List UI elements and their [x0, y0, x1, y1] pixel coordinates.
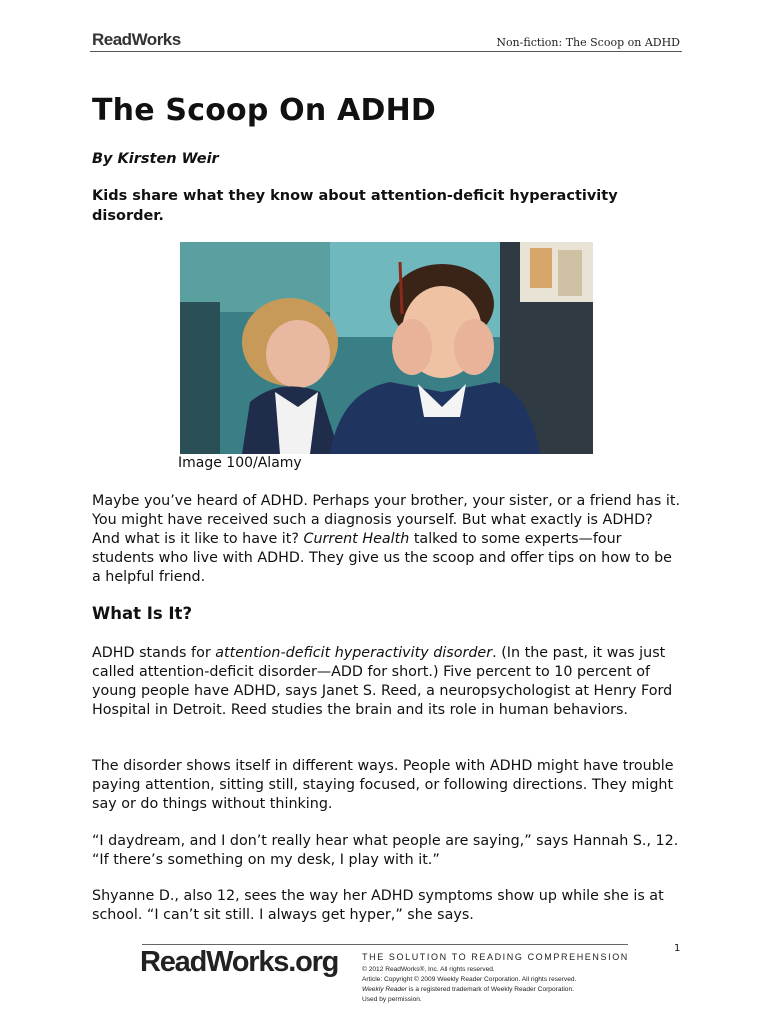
document-reference: Non-fiction: The Scoop on ADHD: [496, 36, 680, 49]
term-italic: attention-deficit hyperactivity disorder: [215, 645, 493, 661]
footer-copyright-readworks: © 2012 ReadWorks®, Inc. All rights reserved.: [362, 966, 495, 973]
publication-name: Current Health: [303, 531, 410, 547]
section-heading: What Is It?: [92, 604, 193, 623]
paragraph-definition: ADHD stands for attention-deficit hyperactivity disorder. (In the past, it was just called attention-deficit disorder—ADD for short.) Five percent to 10 percent of young people have ADHD, says Janet S. Reed, a neuropsychologist at Henry Ford Hospital in Detroit. Reed studies the brain and its role in human behaviors.: [92, 645, 673, 718]
paragraph-symptoms: The disorder shows itself in different ways. People with ADHD might have trouble paying attention, sitting still, staying focused, or following directions. They might say or do things without thinking.: [92, 758, 674, 812]
paragraph-intro: Maybe you’ve heard of ADHD. Perhaps your brother, your sister, or a friend has it. You might have received such a diagnosis yourself. But what exactly is ADHD? And what is it like to have it? Current Health talked to some experts—four students who live with ADHD. They give us the scoop and offer tips on how to be a helpful friend.: [92, 493, 681, 585]
footer-permission: Used by permission.: [362, 996, 422, 1003]
header-divider: [90, 51, 682, 52]
article-dek: Kids share what they know about attention-deficit hyperactivity disorder.: [92, 188, 618, 224]
footer-trademark: Weekly Reader is a registered trademark of Weekly Reader Corporation.: [362, 986, 574, 993]
photo-caption: Image 100/Alamy: [178, 455, 302, 471]
page-number: 1: [674, 943, 681, 954]
footer-tagline: THE SOLUTION TO READING COMPREHENSION: [362, 952, 629, 962]
article-byline: By Kirsten Weir: [92, 151, 219, 167]
article-photo: [180, 242, 593, 454]
header-logo: ReadWorks: [92, 30, 181, 49]
article-title: The Scoop On ADHD: [92, 93, 436, 128]
paragraph-quote-hannah: “I daydream, and I don’t really hear what people are saying,” says Hannah S., 12. “If there’s something on my desk, I play with it.”: [92, 833, 679, 868]
paragraph-quote-shyanne: Shyanne D., also 12, sees the way her ADHD symptoms show up while she is at school. “I can’t sit still. I always get hyper,” she says.: [92, 888, 664, 923]
footer-logo: ReadWorks.org: [140, 946, 339, 978]
footer-copyright-article: Article: Copyright © 2009 Weekly Reader Corporation. All rights reserved.: [362, 976, 577, 983]
footer-divider: [142, 944, 628, 945]
